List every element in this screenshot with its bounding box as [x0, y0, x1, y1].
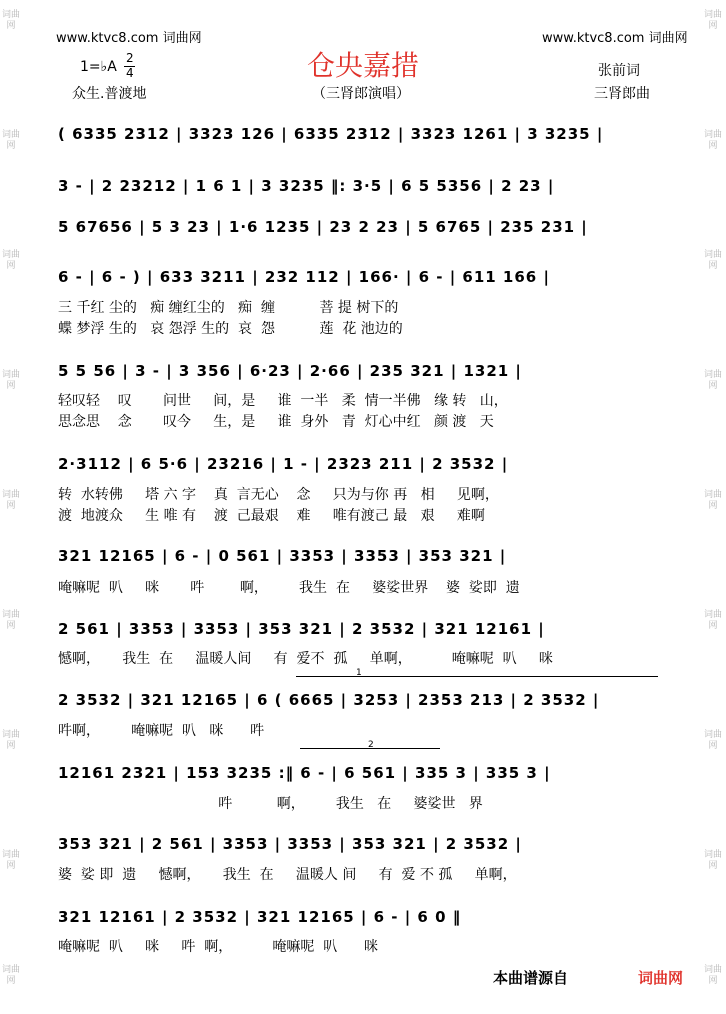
score-line-7-notes: 321 12165 | 6 - | 0 561 | 3353 | 3353 | 353 321 |: [58, 547, 507, 565]
score-line-4-notes: 6 - | 6 - ) | 633 3211 | 232 112 | 166· | 6 - | 611 166 |: [58, 268, 550, 286]
score-line-6-lyric-1: 转 水转佛 塔 六 字 真 言无心 念 只为与你 再 相 见啊，: [58, 487, 499, 503]
watermark-right-8: 词曲网: [704, 850, 723, 871]
song-title: 仓央嘉措: [306, 49, 419, 82]
key-signature: 1=♭A: [80, 59, 117, 75]
watermark-left-6: 词曲网: [2, 610, 21, 631]
score-line-5-lyric-2: 思念思 念 叹今 生，是 谁 身外 青 灯心中红 颜 渡 天: [58, 414, 494, 430]
time-signature-top: 2: [126, 51, 134, 65]
footer-brand[interactable]: 词曲网: [638, 969, 684, 987]
watermark-right-4: 词曲网: [704, 370, 723, 391]
watermark-left-9: 词曲网: [2, 965, 21, 986]
score-line-10-lyric-1: 吽 啊， 我生 在 婆娑世 界: [58, 796, 483, 812]
score-line-5-notes: 5 5 56 | 3 - | 3 356 | 6·23 | 2·66 | 235 321 | 1321 |: [58, 362, 522, 380]
score-line-12-lyric-1: 唵嘛呢 叭 咪 吽 啊， 唵嘛呢 叭 咪: [58, 939, 378, 955]
watermark-left-5: 词曲网: [2, 490, 21, 511]
score-line-10-notes: 12161 2321 | 153 3235 :‖ 6 - | 6 561 | 335 3 | 335 3 |: [58, 764, 551, 782]
score-line-4-lyric-2: 蝶 梦浮 生的 哀 怨浮 生的 哀 怨 莲 花 池边的: [58, 321, 403, 337]
volta-1-bracket: [296, 676, 658, 677]
score-line-11-lyric-1: 婆 娑 即 遗 憾啊， 我生 在 温暖人 间 有 爱 不 孤 单啊，: [58, 867, 517, 883]
singer-credit: （三肾郎演唱）: [312, 86, 410, 102]
score-line-8-lyric-1: 憾啊， 我生 在 温暖人间 有 爱不 孤 单啊， 唵嘛呢 叭 咪: [58, 651, 553, 667]
score-line-6-notes: 2·3112 | 6 5·6 | 23216 | 1 - | 2323 211 | 2 3532 |: [58, 455, 509, 473]
watermark-right-1: 词曲网: [704, 10, 723, 31]
score-line-7-lyric-1: 唵嘛呢 叭 咪 吽 啊， 我生 在 婆娑世界 婆 娑即 遗: [58, 580, 520, 596]
time-signature-bottom: 4: [126, 66, 134, 80]
watermark-right-7: 词曲网: [704, 730, 723, 751]
score-line-3-notes: 5 67656 | 5 3 23 | 1·6 1235 | 23 2 23 | 5 6765 | 235 231 |: [58, 218, 588, 236]
score-line-6-lyric-2: 渡 地渡众 生 唯 有 渡 己最艰 难 唯有渡己 最 艰 难啊: [58, 508, 485, 524]
watermark-right-9: 词曲网: [704, 965, 723, 986]
watermark-left-8: 词曲网: [2, 850, 21, 871]
score-line-4-lyric-1: 三 千红 尘的 痴 缠红尘的 痴 缠 菩 提 树下的: [58, 300, 399, 316]
watermark-left-4: 词曲网: [2, 370, 21, 391]
score-line-9-notes: 2 3532 | 321 12165 | 6 ( 6665 | 3253 | 2353 213 | 2 3532 |: [58, 691, 600, 709]
score-line-8-notes: 2 561 | 3353 | 3353 | 353 321 | 2 3532 | 321 12161 |: [58, 620, 545, 638]
lyricist-credit: 张前词: [598, 63, 640, 79]
score-line-1-notes: ( 6335 2312 | 3323 126 | 6335 2312 | 3323 1261 | 3 3235 |: [58, 125, 604, 143]
footer-source: 本曲谱源自: [493, 969, 569, 987]
score-line-5-lyric-1: 轻叹轻 叹 问世 间，是 谁 一半 柔 情一半佛 缘 转 山，: [58, 393, 508, 409]
performer-line: 众生.普渡地: [72, 86, 147, 102]
score-line-9-lyric-1: 吽啊， 唵嘛呢 叭 咪 吽: [58, 723, 265, 739]
site-url-right: www.ktvc8.com 词曲网: [542, 31, 688, 46]
score-line-12-notes: 321 12161 | 2 3532 | 321 12165 | 6 - | 6 0 ‖: [58, 908, 462, 926]
watermark-left-3: 词曲网: [2, 250, 21, 271]
score-line-2-notes: 3 - | 2 23212 | 1 6 1 | 3 3235 ‖: 3·5 | 6 5 5356 | 2 23 |: [58, 177, 555, 195]
volta-2-number: 2: [368, 740, 374, 750]
watermark-left-2: 词曲网: [2, 130, 21, 151]
watermark-right-5: 词曲网: [704, 490, 723, 511]
watermark-right-3: 词曲网: [704, 250, 723, 271]
watermark-left-1: 词曲网: [2, 10, 21, 31]
site-url-left: www.ktvc8.com 词曲网: [56, 31, 202, 46]
composer-credit: 三肾郎曲: [594, 86, 650, 102]
volta-1-number: 1: [356, 668, 362, 678]
watermark-left-7: 词曲网: [2, 730, 21, 751]
watermark-right-2: 词曲网: [704, 130, 723, 151]
watermark-right-6: 词曲网: [704, 610, 723, 631]
score-line-11-notes: 353 321 | 2 561 | 3353 | 3353 | 353 321 | 2 3532 |: [58, 835, 522, 853]
